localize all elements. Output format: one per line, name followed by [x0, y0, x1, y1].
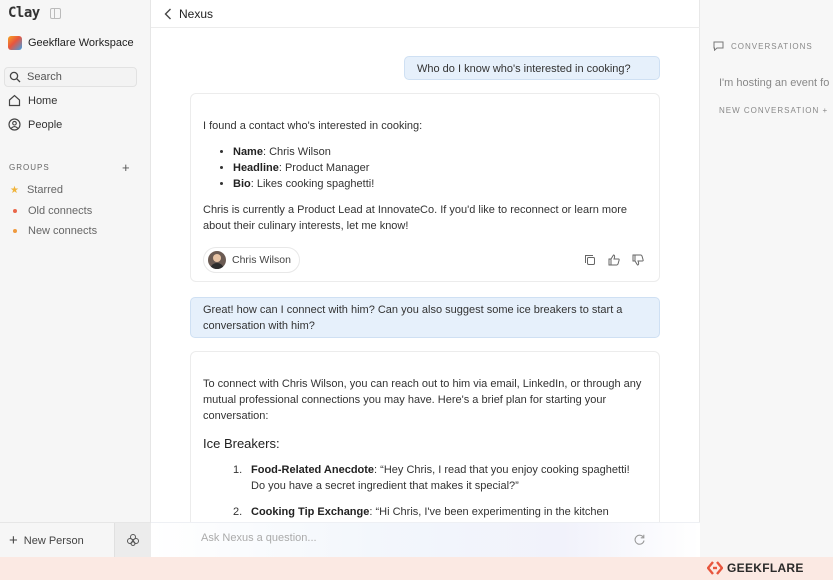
sidebar — [0, 0, 151, 557]
home-icon — [8, 94, 21, 107]
group-item-old-connects[interactable] — [10, 205, 92, 217]
avatar — [208, 251, 226, 269]
workspace-icon — [8, 36, 22, 50]
message-actions — [583, 253, 645, 267]
contact-chip[interactable] — [203, 247, 300, 273]
copy-icon[interactable] — [583, 253, 597, 267]
geekflare-logo — [707, 561, 804, 575]
user-message — [190, 297, 660, 338]
nexus-button[interactable] — [114, 523, 151, 557]
conversations-panel — [700, 0, 833, 557]
conversation-item[interactable]: I'm hosting an event fo — [719, 77, 830, 89]
sidebar-item-home[interactable] — [8, 94, 57, 107]
thumbs-down-icon[interactable] — [631, 253, 645, 267]
conversations-label: CONVERSATIONS — [731, 41, 813, 51]
sidebar-footer — [0, 522, 151, 557]
contact-chip-name: Chris Wilson — [232, 254, 291, 266]
geekflare-mark-icon — [707, 561, 723, 575]
chat-input[interactable] — [201, 532, 621, 544]
add-group-button[interactable]: + — [122, 160, 130, 175]
group-item-new-connects[interactable] — [10, 225, 97, 237]
dot-icon — [13, 209, 17, 213]
thumbs-up-icon[interactable] — [607, 253, 621, 267]
sidebar-item-label: Home — [28, 94, 58, 107]
chat-panel — [151, 0, 700, 557]
geekflare-wordmark: GEEKFLARE — [727, 561, 804, 575]
brand-row — [8, 5, 61, 21]
new-conversation-button[interactable]: NEW CONVERSATION + — [719, 106, 829, 115]
chat-input-bar — [151, 522, 700, 557]
sidebar-item-people[interactable] — [8, 118, 62, 131]
nexus-flower-icon — [126, 533, 140, 547]
message-outro: Chris is currently a Product Lead at InnovateCo. If you'd like to reconnect or learn more about their culinary interests, let me know! — [203, 204, 627, 232]
brand-bar — [0, 557, 833, 580]
message-intro: To connect with Chris Wilson, you can reach out to him via email, LinkedIn, or through any mutual professional connections you may have. Here's a brief plan for starting your conversation: — [203, 378, 642, 422]
chat-bubble-icon — [713, 41, 724, 51]
refresh-icon[interactable] — [633, 533, 647, 547]
ice-breakers-heading: Ice Breakers: — [203, 436, 280, 451]
groups-heading: GROUPS — [9, 163, 50, 172]
contact-details-list — [203, 144, 648, 192]
workspace-switcher[interactable] — [8, 36, 134, 50]
search-icon — [9, 71, 21, 83]
conversations-heading — [713, 41, 813, 51]
search-input[interactable] — [4, 67, 137, 87]
group-item-label: New connects — [28, 225, 98, 237]
search-label: Search — [27, 71, 62, 83]
new-person-label: New Person — [23, 534, 84, 547]
back-icon[interactable] — [161, 7, 175, 21]
new-person-button[interactable] — [9, 532, 84, 549]
dot-icon — [13, 229, 17, 233]
sidebar-toggle-icon[interactable] — [50, 8, 61, 19]
plus-icon: + — [9, 532, 18, 549]
workspace-name: Geekflare Workspace — [28, 37, 134, 49]
page-title: Nexus — [179, 6, 214, 21]
list-item: 2. Cooking Tip Exchange: “Hi Chris, I've been experimenting in the kitchen — [233, 506, 609, 518]
list-item: • Name: Chris Wilson — [233, 144, 648, 160]
user-message — [404, 56, 660, 80]
message-intro: I found a contact who's interested in cooking: — [203, 120, 423, 132]
assistant-message — [190, 93, 660, 282]
assistant-message — [190, 351, 660, 551]
person-circle-icon — [8, 118, 21, 131]
ice-breakers-list — [203, 462, 643, 520]
group-item-label: Starred — [26, 184, 64, 196]
group-item-label: Old connects — [28, 205, 93, 217]
sidebar-item-label: People — [28, 118, 63, 131]
message-text: Who do I know who's interested in cooking? — [417, 63, 631, 75]
chat-header — [151, 0, 700, 28]
star-icon: ★ — [10, 184, 19, 196]
group-item-starred[interactable] — [10, 184, 63, 196]
list-item: • Bio: Likes cooking spaghetti! — [233, 176, 648, 192]
list-item: • Headline: Product Manager — [233, 160, 648, 176]
list-item: 1. Food-Related Anecdote: “Hey Chris, I read that you enjoy cooking spaghetti! Do you have a secret ingredient that makes it special?” — [233, 464, 630, 492]
message-text: Great! how can I connect with him? Can you also suggest some ice breakers to start a conversation with him? — [203, 304, 623, 332]
clay-logo[interactable]: Clay — [8, 5, 40, 21]
